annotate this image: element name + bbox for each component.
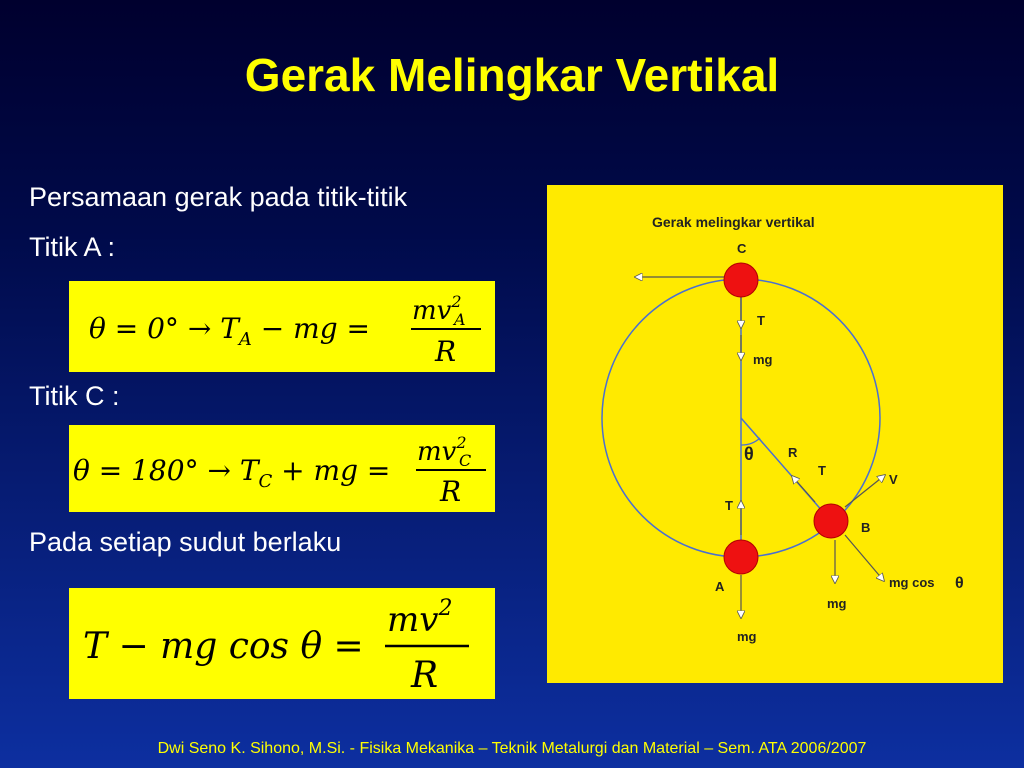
- label-theta: θ: [744, 444, 754, 464]
- mass-top: [724, 263, 758, 297]
- vertical-circle-figure: [547, 185, 1003, 683]
- svg-text:θ = 0° → TA − mg =: [89, 312, 370, 350]
- intro-text: Persamaan gerak pada titik-titik: [29, 182, 408, 212]
- svg-text:θ = 180° → TC + mg =: [73, 454, 390, 492]
- eq-general-lhs: T − mg cos θ =: [83, 626, 364, 667]
- eq-general-num-sup: 2: [438, 596, 453, 621]
- eq-a-lhs: θ = 0° → T: [89, 312, 239, 345]
- svg-text:mv2: [387, 596, 452, 640]
- tension-arrow-side: [792, 476, 815, 502]
- label-mg-cos-theta: θ: [955, 575, 964, 592]
- slide-title: Gerak Melingkar Vertikal: [244, 49, 780, 101]
- eq-general-den: R: [411, 655, 439, 696]
- label-b: B: [861, 520, 871, 535]
- mass-side: [814, 504, 848, 538]
- label-t-bottom: T: [725, 498, 733, 513]
- eq-c-lhs: θ = 180° → T: [73, 454, 259, 487]
- eq-a-den: R: [435, 335, 457, 368]
- eq-a-mid: − mg =: [251, 312, 370, 345]
- general-label: Pada setiap sudut berlaku: [29, 527, 342, 557]
- label-mg-top: mg: [753, 352, 773, 367]
- weight-component-arrow: [845, 535, 884, 581]
- label-mg-cos: mg cos: [889, 575, 935, 590]
- label-t-top: T: [757, 313, 765, 328]
- eq-general-num: mv: [387, 600, 439, 640]
- eq-c-num: mv: [417, 437, 457, 467]
- point-a-label: Titik A :: [29, 232, 116, 262]
- label-c: C: [737, 241, 747, 256]
- label-mg-bottom: mg: [737, 629, 757, 644]
- eq-c-sub: C: [258, 471, 273, 492]
- footer-credit: Dwi Seno K. Sihono, M.Si. - Fisika Mekanika – Teknik Metalurgi dan Material – Sem. ATA 2006/2007: [157, 740, 867, 757]
- figure-title: Gerak melingkar vertikal: [652, 214, 815, 230]
- eq-c-num-sub: C: [459, 451, 472, 470]
- label-t-side: T: [818, 463, 826, 478]
- eq-a-num-sup: 2: [451, 292, 462, 311]
- equation-general-box: [69, 588, 495, 699]
- eq-c-den: R: [440, 475, 462, 508]
- label-mg-side: mg: [827, 596, 847, 611]
- eq-a-num: mv: [412, 296, 452, 326]
- equation-general: [69, 588, 495, 699]
- mass-bottom: [724, 540, 758, 574]
- point-c-label: Titik C :: [29, 381, 120, 411]
- label-a: A: [715, 579, 725, 594]
- label-v: V: [889, 472, 898, 487]
- label-r: R: [788, 445, 798, 460]
- equation-a-box: [69, 281, 495, 372]
- equation-a: [69, 281, 495, 372]
- figure-diagram: [547, 185, 1003, 683]
- equation-c: [69, 425, 495, 512]
- eq-c-mid: + mg =: [272, 454, 391, 487]
- eq-a-num-sub: A: [454, 310, 466, 329]
- equation-c-box: [69, 425, 495, 512]
- eq-c-num-sup: 2: [456, 433, 467, 452]
- eq-a-sub: A: [238, 329, 252, 350]
